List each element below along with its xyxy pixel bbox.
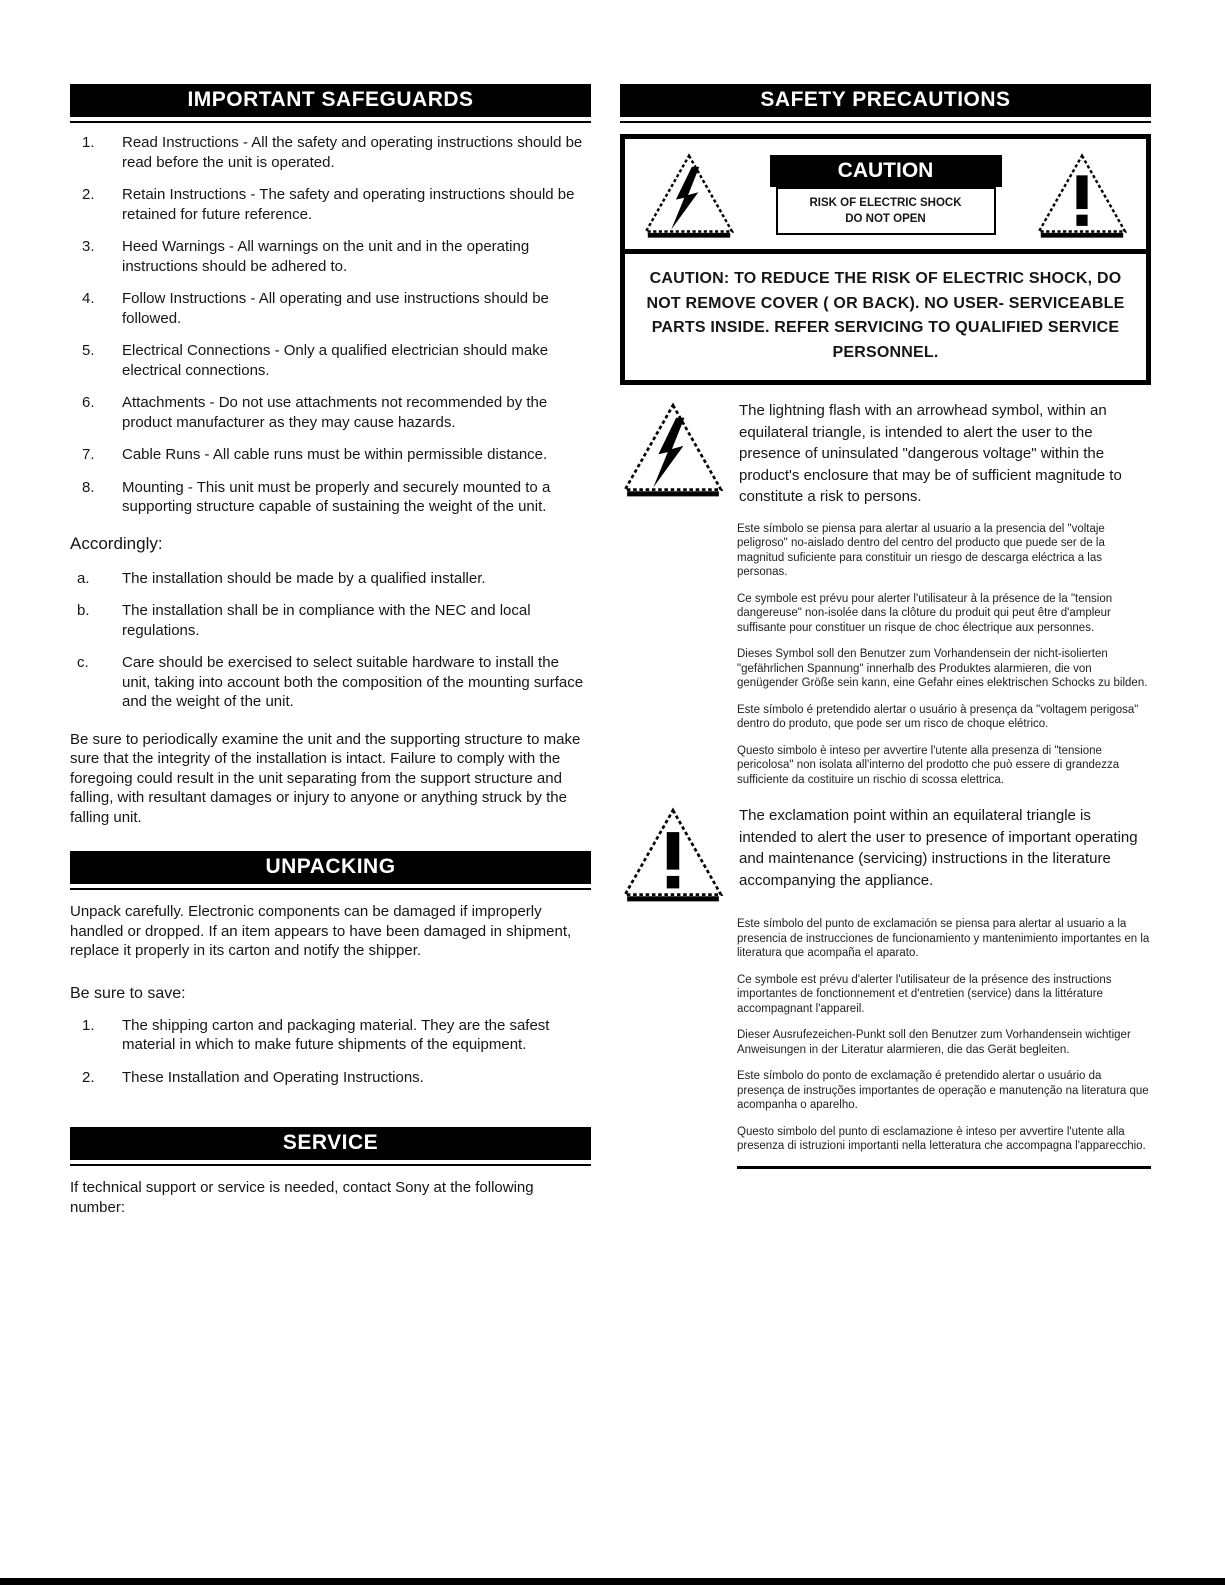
lightning-translations	[737, 522, 1151, 788]
item-text: The shipping carton and packaging material. They are the safest material in which to make future shipments of the equipment.	[122, 1016, 550, 1053]
lightning-triangle-icon	[620, 400, 726, 498]
exclamation-translations	[737, 917, 1151, 1154]
list-item	[70, 569, 591, 589]
unpacking-title: UNPACKING	[265, 855, 396, 878]
translation-spanish: Este símbolo se piensa para alertar al usuario a la presencia del "voltaje peligroso" no-aislado dentro del centro del producto que puede ser de la magnitud suficiente para constituir un riesgo de descarga eléctrica a las personas.	[737, 522, 1105, 578]
item-number: 8.	[82, 478, 95, 496]
safety-precautions-header	[620, 84, 1151, 117]
list-item	[70, 341, 591, 380]
item-text: Retain Instructions - The safety and operating instructions should be retained for future reference.	[122, 186, 575, 223]
list-item	[70, 653, 591, 712]
lightning-section	[620, 400, 1151, 508]
translation-german: Dieser Ausrufezeichen-Punkt soll den Benutzer zum Vorhandensein wichtiger Anweisungen in der Literatur alarmieren, die das Gerät begleiten.	[737, 1029, 1131, 1056]
item-letter: a.	[77, 569, 90, 587]
item-number: 1.	[82, 134, 95, 151]
safeguards-list	[70, 133, 591, 517]
item-text: The installation should be made by a qualified installer.	[122, 569, 486, 587]
translation-french: Ce symbole est prévu pour alerter l'utilisateur à la présence de la "tension dangereuse" non-isolée dans la clôture du produit qui peut être d'ampleur suffisante pour constituer un risque de choc électrique aux personnes.	[737, 592, 1113, 634]
item-text: Follow Instructions - All operating and use instructions should be followed.	[122, 290, 549, 327]
save-label: Be sure to save:	[70, 984, 186, 1002]
bottom-rule	[737, 1166, 1151, 1169]
list-item	[70, 237, 591, 276]
exclamation-english-text: The exclamation point within an equilateral triangle is intended to alert the user to presence of important operating and maintenance (servicing) instructions in the literature accompanying the appliance.	[739, 807, 1138, 889]
translation-italian: Questo simbolo è inteso per avvertire l'utente alla presenza di "tensione pericolosa" non isolata all'interno del prodotto che può essere di grandezza sufficiente da costituire un rischio di scossa elettrica.	[737, 744, 1120, 786]
right-column	[620, 84, 1151, 1169]
unpacking-header	[70, 851, 591, 884]
caution-symbols-row	[625, 139, 1146, 254]
risk-text	[776, 187, 996, 235]
translation-german: Dieses Symbol soll den Benutzer zum Vorhandensein der nicht-isolierten "gefährlichen Spannung" innerhalb des Produktes alarmieren, die von genügender Größe sein kann, eine Gefahr eines elektrischen Schocks zu bilden.	[737, 648, 1148, 689]
item-text: The installation shall be in compliance with the NEC and local regulations.	[122, 602, 531, 639]
important-safeguards-title: IMPORTANT SAFEGUARDS	[187, 88, 474, 111]
service-title: SERVICE	[282, 1131, 379, 1154]
item-letter: b.	[77, 602, 90, 619]
safeguards-closing-paragraph: Be sure to periodically examine the unit and the supporting structure to make sure that the integrity of the installation is intact. Failure to comply with the foregoing could result in the unit separating from the support structure and falling, with resultant damages or injury to anyone or anything struck by the falling unit.	[70, 730, 581, 826]
page-edge-strip	[0, 1578, 1225, 1585]
lightning-english-text: The lightning flash with an arrowhead symbol, within an equilateral triangle, is intended to alert the user to the presence of uninsulated "dangerous voltage" within the product's enclosure that may be of sufficient magnitude to constitute a risk to persons.	[739, 402, 1122, 505]
translation-french: Ce symbole est prévu d'alerter l'utilisateur de la présence des instructions importantes de fonctionnement et d'entretien (service) dans la littérature accompagnant l'appareil.	[737, 973, 1112, 1015]
item-number: 7.	[82, 446, 95, 463]
list-item	[70, 289, 591, 328]
list-item	[70, 478, 591, 517]
list-item	[70, 1016, 591, 1055]
item-number: 4.	[82, 290, 95, 307]
caution-box	[620, 134, 1151, 385]
item-text: Mounting - This unit must be properly and securely mounted to a supporting structure capable of sustaining the weight of the unit.	[122, 478, 551, 515]
translation-italian: Questo simbolo del punto di esclamazione è inteso per avvertire l'utente alla presenza di istruzioni importanti nella letteratura che accompagna l'apparecchio.	[737, 1125, 1146, 1152]
accordingly-list	[70, 569, 591, 712]
item-number: 2.	[82, 1068, 95, 1086]
list-item	[70, 445, 591, 465]
caution-warning-text: CAUTION: TO REDUCE THE RISK OF ELECTRIC SHOCK, DO NOT REMOVE COVER ( OR BACK). NO USER- SERVICEABLE PARTS INSIDE. REFER SERVICING TO QUALIFIED SERVICE PERSONNEL.	[646, 270, 1125, 361]
risk-line-1: RISK OF ELECTRIC SHOCK	[809, 197, 962, 209]
list-item	[70, 601, 591, 640]
list-item	[70, 133, 591, 172]
item-text: Heed Warnings - All warnings on the unit and in the operating instructions should be adhered to.	[122, 238, 530, 275]
translation-spanish: Este símbolo del punto de exclamación se piensa para alertar al usuario a la presencia de instrucciones de funcionamiento y mantenimiento importantes en la literatura que acompaña el aparato.	[737, 918, 1150, 959]
list-item	[70, 185, 591, 224]
item-text: These Installation and Operating Instructions.	[122, 1068, 424, 1086]
unpacking-paragraph: Unpack carefully. Electronic components can be damaged if improperly handled or dropped. If an item appears to have been damaged in shipment, replace it properly in its carton and notify the shipper.	[70, 903, 572, 959]
item-letter: c.	[77, 654, 89, 671]
item-text: Care should be exercised to select suitable hardware to install the unit, taking into account both the composition of the mounting surface and the weight of the unit.	[122, 654, 584, 710]
risk-line-2: DO NOT OPEN	[845, 213, 926, 225]
exclamation-triangle-icon	[1034, 151, 1130, 239]
lightning-triangle-icon	[641, 151, 737, 239]
caution-label: CAUTION	[770, 155, 1002, 187]
item-text: Read Instructions - All the safety and operating instructions should be read before the unit is operated.	[122, 134, 583, 171]
caution-label-box	[770, 155, 1002, 235]
item-number: 1.	[82, 1016, 95, 1034]
list-item	[70, 1068, 591, 1088]
translation-portuguese: Este símbolo é pretendido alertar o usuário à presença da "voltagem perigosa" dentro do produto, que pode ser um risco de choque elétrico.	[737, 703, 1139, 730]
save-list	[70, 1016, 591, 1088]
accordingly-label: Accordingly:	[70, 533, 163, 553]
service-paragraph: If technical support or service is needed, contact Sony at the following number:	[70, 1179, 534, 1216]
exclamation-section	[620, 805, 1151, 903]
list-item	[70, 393, 591, 432]
important-safeguards-header	[70, 84, 591, 117]
item-text: Electrical Connections - Only a qualified electrician should make electrical connections.	[122, 342, 549, 379]
translation-portuguese: Este símbolo do ponto de exclamação é pretendido alertar o usuário da presença de instruções importantes de operação e manutenção na literatura que acompanha o aparelho.	[737, 1070, 1149, 1111]
service-header	[70, 1127, 591, 1160]
safety-precautions-title: SAFETY PRECAUTIONS	[760, 88, 1011, 111]
item-number: 5.	[82, 342, 95, 359]
item-text: Attachments - Do not use attachments not recommended by the product manufacturer as they may cause hazards.	[122, 394, 548, 431]
item-number: 3.	[82, 238, 95, 255]
item-number: 6.	[82, 394, 95, 411]
item-number: 2.	[82, 186, 95, 203]
left-column	[70, 84, 591, 1217]
item-text: Cable Runs - All cable runs must be within permissible distance.	[122, 446, 548, 463]
exclamation-triangle-icon	[620, 805, 726, 903]
